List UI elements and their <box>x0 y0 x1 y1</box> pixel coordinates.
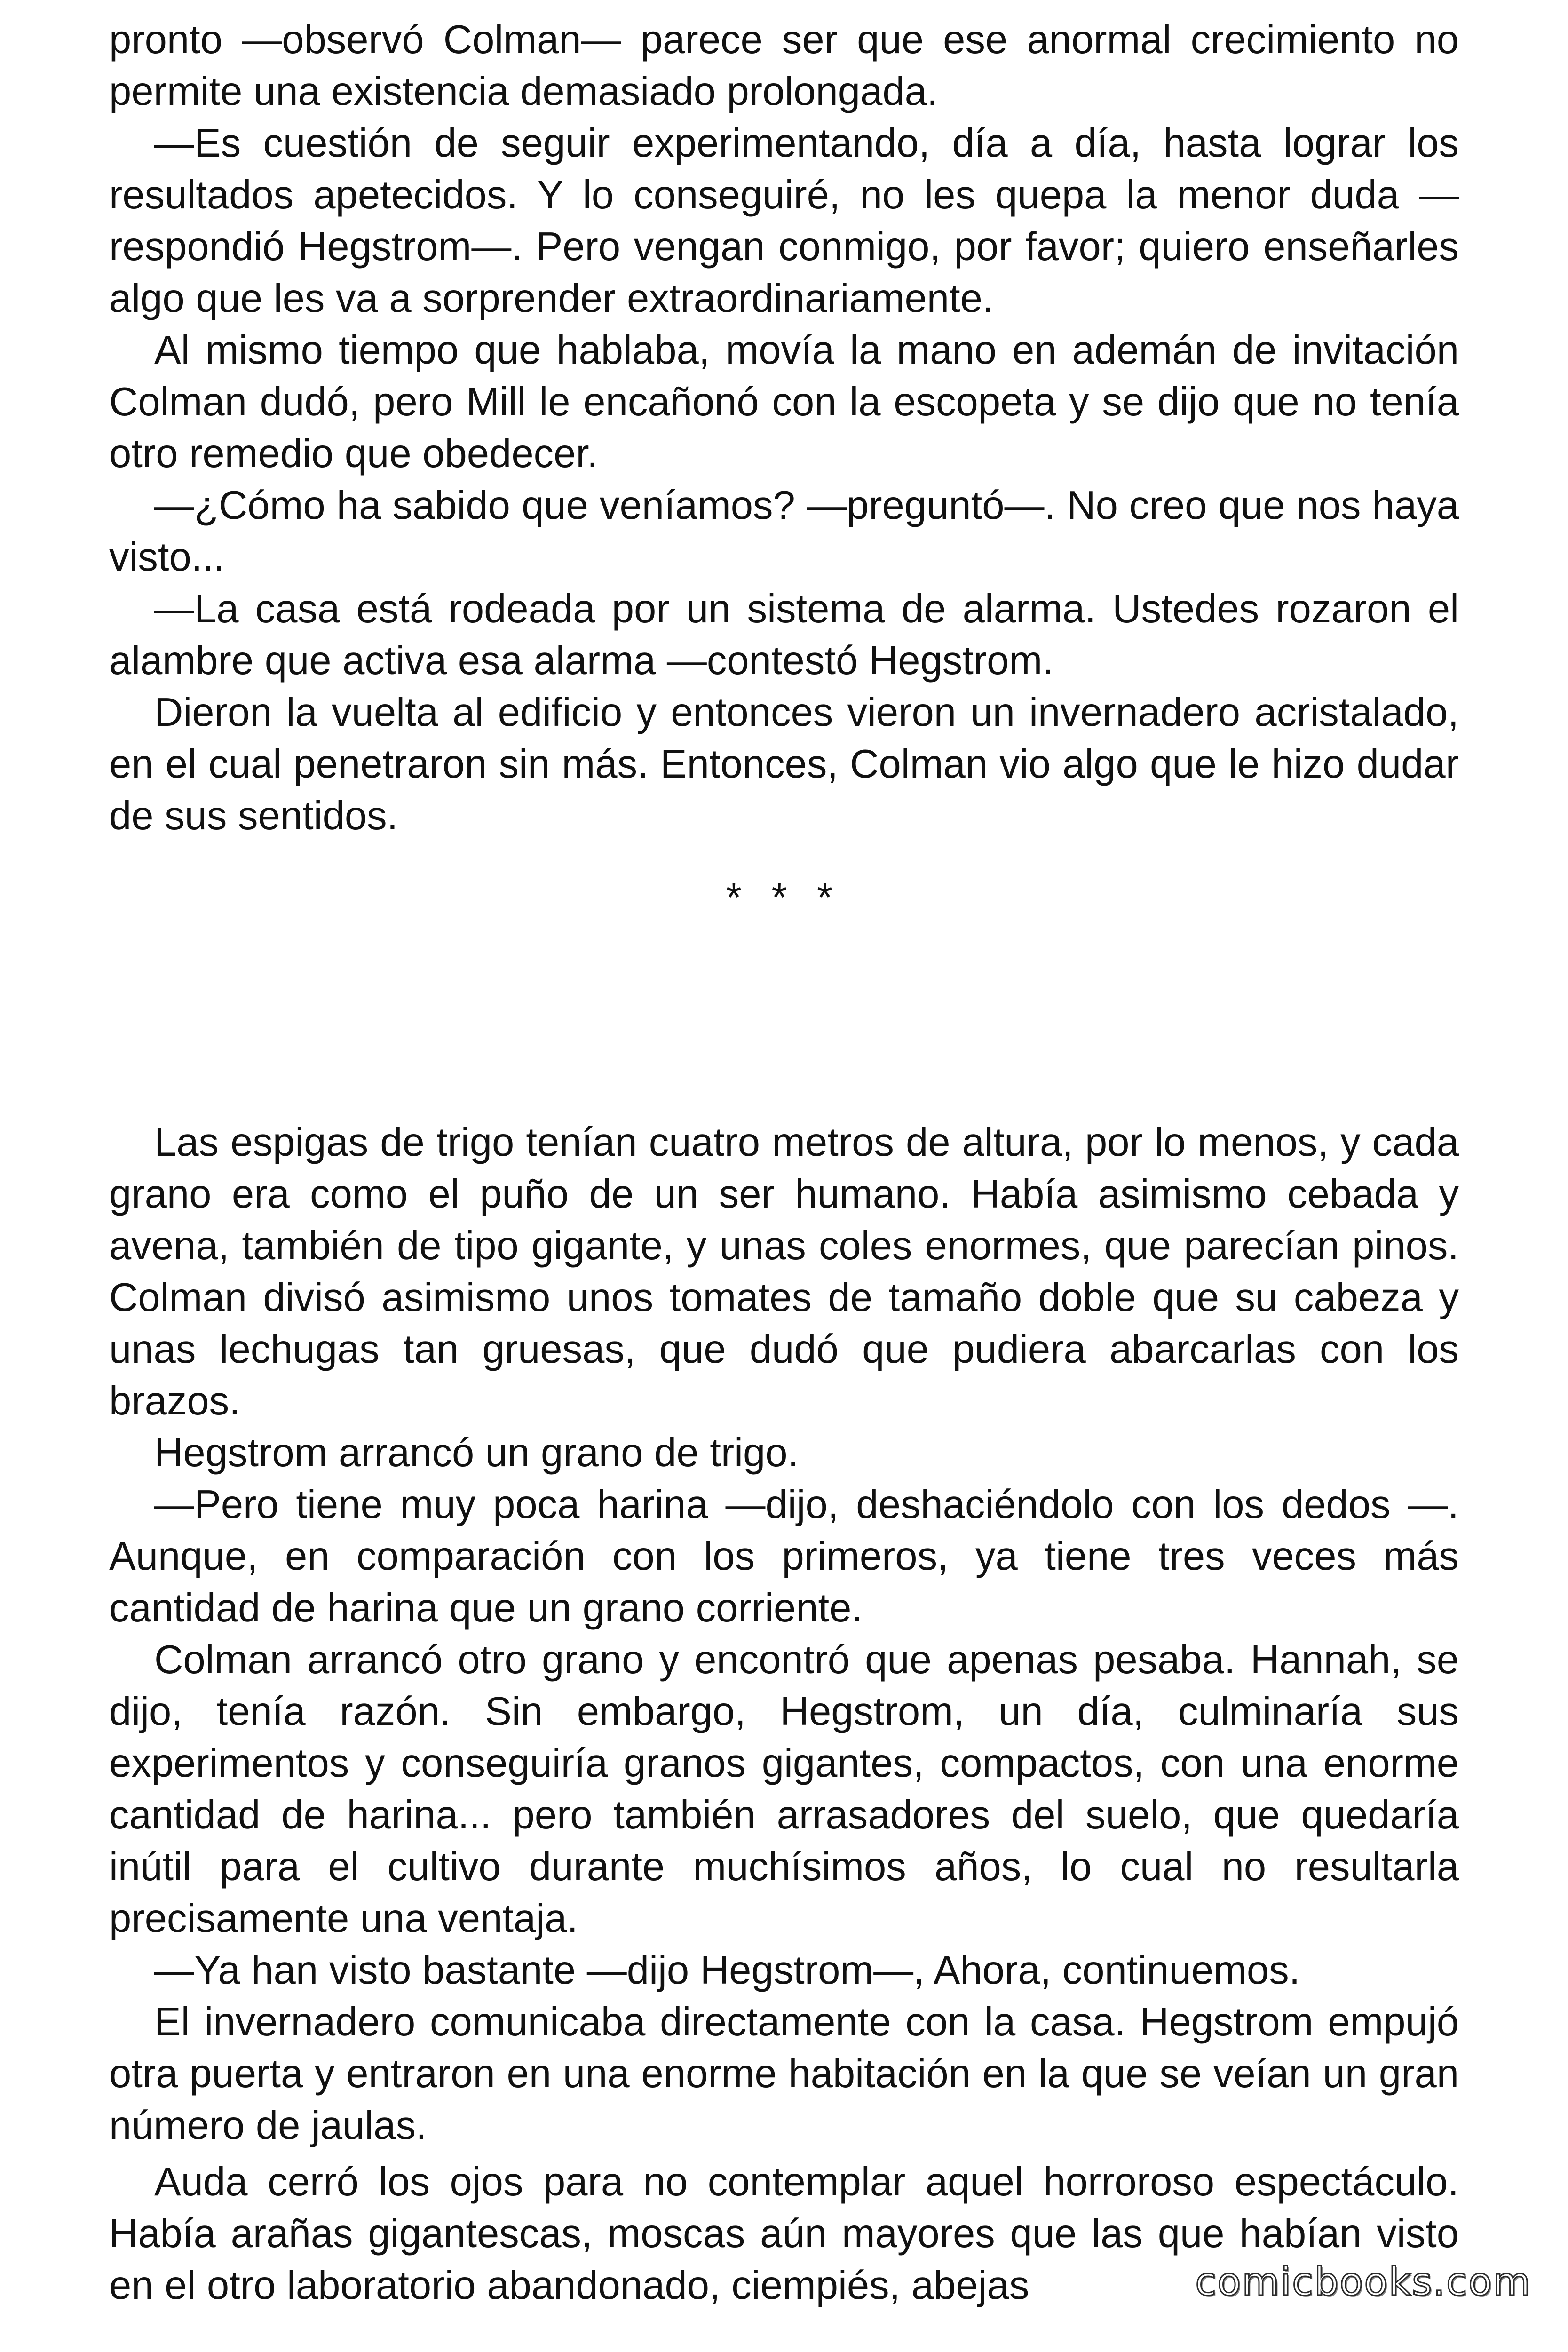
paragraph: —Ya han visto bastante —dijo Hegstrom—, Ahora, continuemos. <box>154 1948 1300 1993</box>
book-page <box>109 14 1459 2312</box>
paragraph: Dieron la vuelta al edificio y entonces vieron un invernadero acristalado, en el cual penetraron sin más. Entonces, Colman vio algo que le hizo dudar de sus sentidos. <box>109 690 1459 838</box>
paragraph: —¿Cómo ha sabido que veníamos? —preguntó—. No creo que nos haya visto... <box>109 483 1459 580</box>
paragraph: Las espigas de trigo tenían cuatro metros de altura, por lo menos, y cada grano era como el puño de un ser humano. Había asimismo cebada y avena, también de tipo gigante, y unas coles enormes, que parecían pinos. Colman divisó asimismo unos tomates de tamaño doble que su cabeza y unas lechugas tan gruesas, que dudó que pudiera abarcarlas con los brazos. <box>109 1120 1459 1423</box>
paragraph: —La casa está rodeada por un sistema de alarma. Ustedes rozaron el alambre que activa esa alarma —contestó Hegstrom. <box>109 587 1459 683</box>
paragraph: Al mismo tiempo que hablaba, movía la mano en ademán de invitación Colman dudó, pero Mill le encañonó con la escopeta y se dijo que no tenía otro remedio que obedecer. <box>109 328 1459 476</box>
paragraph: pronto —observó Colman— parece ser que ese anormal crecimiento no permite una existencia demasiado prolongada. <box>109 17 1459 114</box>
paragraph: Hegstrom arrancó un grano de trigo. <box>154 1430 799 1475</box>
paragraph: —Es cuestión de seguir experimentando, día a día, hasta lograr los resultados apetecidos. Y lo conseguiré, no les quepa la menor duda —respondió Hegstrom—. Pero vengan conmigo, por favor; quiero enseñarles algo que les va a sorprender extraordinariamente. <box>109 121 1459 321</box>
paragraph: Colman arrancó otro grano y encontró que apenas pesaba. Hannah, se dijo, tenía razón. Sin embargo, Hegstrom, un día, culminaría sus experimentos y conseguiría granos gigantes, compactos, con una enorme cantidad de harina... pero también arrasadores del suelo, que quedaría inútil para el cultivo durante muchísimos años, lo cual no resultarla precisamente una ventaja. <box>109 1637 1459 1941</box>
paragraph: —Pero tiene muy poca harina —dijo, deshaciéndolo con los dedos —. Aunque, en comparación con los primeros, ya tiene tres veces más cantidad de harina que un grano corriente. <box>109 1482 1459 1630</box>
watermark: comicbooks.com <box>1195 2260 1531 2304</box>
paragraph: Auda cerró los ojos para no contemplar aquel horroroso espectáculo. Había arañas gigantescas, moscas aún mayores que las que habían visto en el otro laboratorio abandonado, ciempiés, abejas <box>109 2160 1459 2308</box>
paragraph: El invernadero comunicaba directamente con la casa. Hegstrom empujó otra puerta y entraron en una enorme habitación en la que se veían un gran número de jaulas. <box>109 2000 1459 2148</box>
scene-break: * * * <box>726 875 842 920</box>
